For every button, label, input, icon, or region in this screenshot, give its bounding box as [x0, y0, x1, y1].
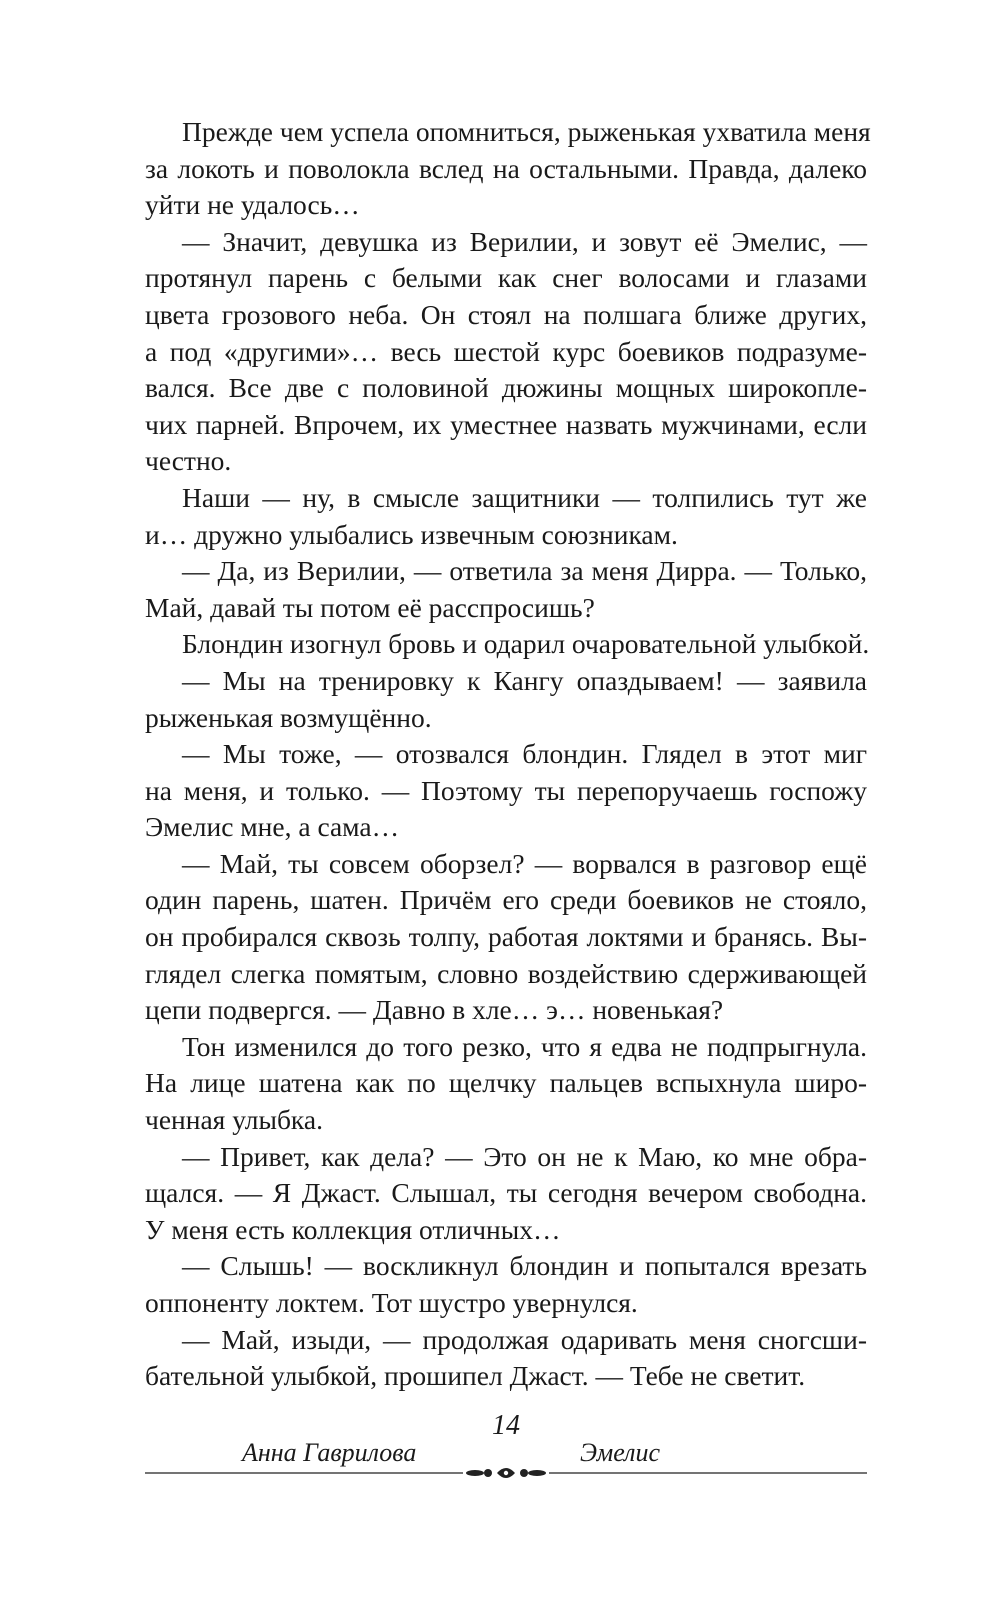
- text-line: — Май, изыди, — продолжая одаривать меня сногсши-: [182, 1323, 867, 1355]
- text-line: Эмелис мне, а сама…: [145, 811, 400, 843]
- text-line: Прежде чем успела опомниться, рыженькая ухватила меня: [182, 116, 871, 147]
- page-number: 14: [492, 1410, 520, 1441]
- text-line: — Слышь! — воскликнул блондин и попытался врезать: [182, 1250, 867, 1282]
- text-line: глядел слегка помятым, словно воздействию сдерживающей: [145, 957, 867, 989]
- text-line: — Май, ты совсем оборзел? — ворвался в разговор ещё: [182, 847, 867, 879]
- page-footer: [145, 1410, 867, 1480]
- text-line: и… дружно улыбались извечным союзникам.: [145, 518, 678, 550]
- text-line: Тон изменился до того резко, что я едва не подпрыгнула.: [182, 1030, 867, 1062]
- text-line: уйти не удалось…: [145, 189, 360, 221]
- text-line: вался. Все две с половиной дюжины мощных широкопле-: [145, 372, 867, 404]
- text-line: — Мы на тренировку к Кангу опаздываем! — заявила: [182, 664, 867, 696]
- text-line: — Да, из Верилии, — ответила за меня Дирра. — Только,: [182, 555, 867, 587]
- text-line: оппоненту локтем. Тот шустро увернулся.: [145, 1287, 638, 1318]
- text-line: рыженькая возмущённо.: [145, 701, 432, 733]
- text-line: — Значит, девушка из Верилии, и зовут её Эмелис, —: [182, 225, 867, 257]
- text-line: цепи подвергся. — Давно в хле… э… новенькая?: [145, 994, 724, 1026]
- text-line: — Привет, как дела? — Это он не к Маю, ко мне обра-: [182, 1140, 867, 1172]
- text-line: на меня, и только. — Поэтому ты перепоручаешь госпожу: [145, 774, 867, 806]
- text-line: цвета грозового неба. Он стоял на полшага ближе других,: [145, 298, 867, 330]
- text-line: ченная улыбка.: [145, 1104, 323, 1136]
- text-line: У меня есть коллекция отличных…: [145, 1213, 561, 1245]
- footer-author: Анна Гаврилова: [242, 1438, 417, 1467]
- text-line: один парень, шатен. Причём его среди боевиков не стояло,: [145, 884, 867, 916]
- text-line: за локоть и поволокла вслед на остальными. Правда, далеко: [145, 152, 867, 184]
- text-line: — Мы тоже, — отозвался блондин. Глядел в этот миг: [182, 738, 867, 770]
- text-line: а под «другими»… весь шестой курс боевиков подразуме-: [145, 335, 867, 367]
- text-line: он пробирался сквозь толпу, работая локтями и бранясь. Вы-: [145, 921, 867, 953]
- text-line: щался. — Я Джаст. Слышал, ты сегодня вечером свободна.: [145, 1177, 867, 1209]
- text-line: На лице шатена как по щелчку пальцев вспыхнула широ-: [145, 1067, 867, 1099]
- text-line: чих парней. Впрочем, их уместнее назвать мужчинами, если: [145, 408, 867, 440]
- text-line: протянул парень с белыми как снег волосами и глазами: [145, 262, 867, 294]
- text-line: Май, давай ты потом её расспросишь?: [145, 591, 595, 623]
- page-body-text: [145, 114, 871, 1395]
- footer-book-title: Эмелис: [580, 1438, 661, 1467]
- ornamental-rule-icon: [145, 1466, 867, 1480]
- text-line: честно.: [145, 445, 232, 477]
- text-line: Блондин изогнул бровь и одарил очаровательной улыбкой.: [182, 628, 870, 660]
- text-line: Наши — ну, в смысле защитники — толпились тут же: [182, 481, 867, 513]
- text-line: бательной улыбкой, прошипел Джаст. — Тебе не светит.: [145, 1360, 806, 1392]
